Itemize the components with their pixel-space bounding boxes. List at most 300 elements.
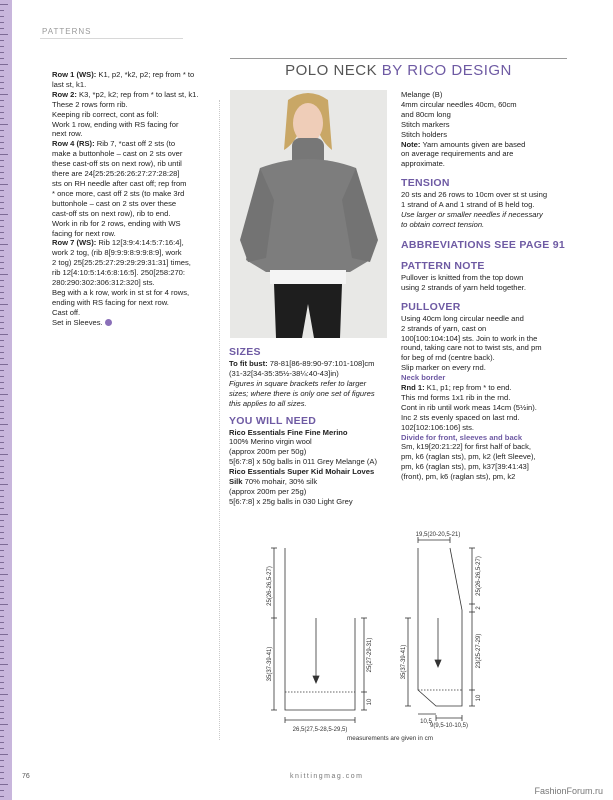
- title-divider: [230, 58, 567, 59]
- ruler-tick: [0, 574, 8, 575]
- ruler-tick: [0, 82, 4, 83]
- text-run: rib 12[4:10:5:14:6:8:16:5]. 250[258:270:: [52, 268, 185, 278]
- text-run: Slip marker on every rnd.: [401, 363, 486, 373]
- ruler-tick: [0, 202, 4, 203]
- text-line: [401, 353, 571, 363]
- text-line: [401, 472, 571, 482]
- text-line: [52, 298, 217, 308]
- text-line: [401, 90, 571, 100]
- text-run: on average requirements and are: [401, 149, 514, 159]
- text-line: [229, 497, 389, 507]
- text-run: Cont in rib until work meas 14cm (5½in).: [401, 402, 537, 412]
- text-line: [401, 283, 571, 293]
- website-url[interactable]: knittingmag.com: [290, 773, 364, 780]
- text-run: 78-81[86-89:90-97:101-108]cm: [269, 359, 375, 368]
- ruler-tick: [0, 52, 4, 53]
- text-line: [52, 149, 217, 159]
- ruler-tick: [0, 16, 4, 17]
- ruler-tick: [0, 790, 4, 791]
- text-run: to obtain correct tension.: [401, 219, 485, 229]
- text-run: approximate.: [401, 159, 445, 169]
- text-run: (front), pm, k6 (raglan sts), pm, k2: [401, 472, 516, 482]
- ruler-tick: [0, 658, 4, 659]
- ruler-tick: [0, 508, 4, 509]
- ruler-tick: [0, 334, 8, 335]
- sleeve-upper-label: 25(26-26,5-27): [476, 556, 482, 596]
- neck-border-text: [401, 383, 571, 433]
- text-run: pm, k6 (raglan sts), pm, k37[39:41:43]: [401, 462, 529, 472]
- ruler-tick: [0, 448, 4, 449]
- text-run: Melange (B): [401, 90, 443, 99]
- tension-heading: TENSION: [401, 177, 450, 190]
- ruler-tick: [0, 688, 4, 689]
- ruler-tick: [0, 568, 4, 569]
- ruler-tick: [0, 46, 4, 47]
- text-line: [401, 200, 571, 210]
- ruler-tick: [0, 196, 4, 197]
- ruler-tick: [0, 502, 4, 503]
- ruler-tick: [0, 94, 8, 95]
- body-rib-label: 10: [367, 698, 373, 706]
- ruler-tick: [0, 10, 4, 11]
- text-run: Rib 7, *cast off 2 sts (to: [96, 139, 176, 149]
- text-line: [229, 437, 389, 447]
- text-line: [229, 477, 389, 487]
- text-line: [401, 149, 571, 159]
- text-line: [401, 190, 571, 200]
- text-run: Rico Essentials Super Kid Mohair Loves: [229, 467, 375, 477]
- ruler-tick: [0, 310, 4, 311]
- sleeve-rib-label: 10: [476, 694, 482, 702]
- text-run: Stitch holders: [401, 129, 448, 139]
- ruler-tick: [0, 664, 8, 665]
- text-run: there are 24[25:25:26:26:27:27:28:28]: [52, 169, 180, 179]
- ruler-tick: [0, 34, 8, 35]
- text-line: [52, 199, 217, 209]
- ruler-tick: [0, 352, 4, 353]
- ruler-tick: [0, 244, 8, 245]
- text-line: [52, 70, 217, 80]
- ruler-tick: [0, 676, 4, 677]
- text-run: 2 tog) 25[25:25:27:29:29:29:31:31] times,: [52, 258, 191, 268]
- ruler-tick: [0, 106, 4, 107]
- ruler-tick: [0, 292, 4, 293]
- text-line: [52, 169, 217, 179]
- text-line: [52, 318, 217, 328]
- sleeve-raglan-label: 2: [476, 606, 482, 610]
- text-run: 5[6:7:8] x 50g balls in 011 Grey Melange (A): [229, 457, 378, 467]
- ruler-tick: [0, 454, 8, 455]
- text-line: [229, 428, 389, 438]
- text-run: K1, p2, *k2, p2; rep from * to: [98, 70, 195, 79]
- text-line: [401, 100, 571, 110]
- ruler-tick: [0, 184, 8, 185]
- text-run: Pullover is knitted from the top down: [401, 272, 524, 282]
- ruler-tick: [0, 430, 4, 431]
- text-run: 2 strands of yarn, cast on: [401, 323, 487, 333]
- text-run: Set in Sleeves.: [52, 317, 103, 327]
- ruler-tick: [0, 214, 8, 215]
- text-run: 1 strand of A and 1 strand of B held tog.: [401, 200, 535, 210]
- tension-text: [401, 190, 571, 230]
- text-run: buttonhole – cast on 2 sts over these: [52, 198, 177, 208]
- text-line: [229, 359, 389, 369]
- text-line: [401, 140, 571, 150]
- ruler-tick: [0, 160, 4, 161]
- text-run: Inc 2 sts evenly spaced on last rnd.: [401, 412, 520, 422]
- text-line: [401, 120, 571, 130]
- text-run: using 2 strands of yarn held together.: [401, 282, 526, 292]
- ruler-tick: [0, 622, 4, 623]
- body-length-lower-label: 35(37-39-41): [267, 646, 273, 682]
- ruler-tick: [0, 772, 4, 773]
- ruler-tick: [0, 280, 4, 281]
- section-label: PATTERNS: [42, 27, 92, 36]
- ruler-tick: [0, 670, 4, 671]
- text-run: Row 7 (WS):: [52, 238, 99, 248]
- you-will-need-text: [229, 428, 389, 507]
- text-line: [401, 462, 571, 472]
- text-line: [52, 268, 217, 278]
- text-run: Beg with a k row, work in st st for 4 rows,: [52, 287, 190, 297]
- text-run: Stitch markers: [401, 119, 450, 129]
- ruler-tick: [0, 370, 4, 371]
- pattern-title: [230, 62, 567, 79]
- ruler-tick: [0, 742, 4, 743]
- ruler-tick: [0, 796, 4, 797]
- text-line: [229, 467, 389, 477]
- text-line: [401, 314, 571, 324]
- ruler-tick: [0, 298, 4, 299]
- text-line: [52, 179, 217, 189]
- sleeve-top-width-label: 19,5(20-20,5-21): [415, 532, 461, 538]
- neck-border-heading: Neck border: [401, 373, 446, 383]
- ruler-tick: [0, 778, 4, 779]
- ruler-tick: [0, 4, 8, 5]
- text-line: [229, 487, 389, 497]
- materials-continued: [401, 90, 571, 169]
- ruler-tick: [0, 58, 4, 59]
- text-run: Keeping rib correct, cont as foll:: [52, 109, 159, 119]
- ruler-tick: [0, 436, 4, 437]
- ruler-tick: [0, 424, 8, 425]
- text-line: [52, 100, 217, 110]
- text-run: Row 2:: [52, 89, 80, 99]
- text-line: [401, 130, 571, 140]
- text-line: [229, 457, 389, 467]
- ruler-tick: [0, 730, 4, 731]
- ruler-tick: [0, 274, 8, 275]
- ruler-tick: [0, 556, 4, 557]
- text-line: [401, 334, 571, 344]
- ruler-tick: [0, 472, 4, 473]
- ruler-tick: [0, 706, 4, 707]
- text-line: [401, 220, 571, 230]
- text-run: 102[102:106:106] sts.: [401, 422, 475, 432]
- text-line: [52, 159, 217, 169]
- abbreviations-heading: ABBREVIATIONS SEE PAGE 91: [401, 238, 566, 251]
- text-run: Cast off.: [52, 307, 81, 317]
- ruler-tick: [0, 148, 4, 149]
- text-run: 70% mohair, 30% silk: [244, 477, 318, 487]
- text-run: This rnd forms 1x1 rib in the rnd.: [401, 392, 511, 402]
- ruler-tick: [0, 130, 4, 131]
- ruler-tick: [0, 328, 4, 329]
- text-run: work 2 tog, (rib 8[9:9:9:8:9:9:8:9], work: [52, 248, 182, 258]
- text-line: [52, 248, 217, 258]
- ruler-tick: [0, 634, 8, 635]
- text-run: Yarn amounts given are based: [422, 139, 526, 149]
- ruler-tick: [0, 412, 4, 413]
- header-divider: [40, 38, 183, 39]
- diagram-caption: measurements are given in cm: [346, 735, 434, 742]
- ruler-tick: [0, 70, 4, 71]
- text-line: [52, 90, 217, 100]
- materials-column: [229, 346, 389, 507]
- ruler-tick: [0, 640, 4, 641]
- model-photo: [230, 90, 387, 338]
- sleeve-mid-label: 23(25-27-29): [476, 633, 482, 669]
- ruler-tick: [0, 232, 4, 233]
- text-line: [52, 308, 217, 318]
- text-line: [229, 447, 389, 457]
- ruler-tick: [0, 400, 4, 401]
- text-line: [52, 110, 217, 120]
- watermark: FashionForum.ru: [534, 786, 603, 796]
- pattern-note-heading: PATTERN NOTE: [401, 259, 485, 272]
- ruler-tick: [0, 268, 4, 269]
- ruler-tick: [0, 760, 4, 761]
- ruler-tick: [0, 544, 8, 545]
- ruler-tick: [0, 250, 4, 251]
- yarn-ball-icon: [105, 319, 112, 326]
- ruler-tick: [0, 604, 8, 605]
- text-line: [401, 452, 571, 462]
- text-run: K3, *p2, k2; rep from * to last st, k1.: [79, 89, 199, 99]
- ruler-tick: [0, 700, 4, 701]
- text-run: Row 1 (WS):: [52, 70, 99, 79]
- sizes-text: [229, 359, 389, 409]
- ruler-tick: [0, 358, 4, 359]
- text-line: [401, 393, 571, 403]
- text-run: pm, k6 (raglan sts), pm, k2 (left Sleeve),: [401, 452, 536, 462]
- ruler-tick: [0, 652, 4, 653]
- ruler-tick: [0, 322, 4, 323]
- pullover-heading: PULLOVER: [401, 300, 461, 313]
- ruler-tick: [0, 484, 8, 485]
- ruler-tick: [0, 598, 4, 599]
- text-line: [401, 273, 571, 283]
- text-line: [401, 159, 571, 169]
- text-line: [401, 363, 571, 373]
- body-side-length-label: 25(27-29-31): [367, 637, 373, 673]
- ruler-tick: [0, 442, 4, 443]
- ruler-tick: [0, 178, 4, 179]
- ruler-tick: [0, 580, 4, 581]
- ruler-tick: [0, 118, 4, 119]
- text-line: [401, 442, 571, 452]
- text-line: [401, 383, 571, 393]
- text-line: [52, 209, 217, 219]
- text-run: facing for next row.: [52, 228, 116, 238]
- text-run: Rib 12[3:9:4:14:5:7:16:4],: [98, 238, 184, 248]
- ruler-tick: [0, 40, 4, 41]
- ruler-tick: [0, 736, 4, 737]
- instructions-column-right: [401, 90, 571, 482]
- text-run: Work 1 row, ending with RS facing for: [52, 119, 179, 129]
- text-run: these cast-off sts on next row), rib until: [52, 159, 182, 169]
- text-run: Silk: [229, 477, 245, 487]
- text-run: Rico Essentials Fine Fine Merino: [229, 427, 348, 437]
- ruler-tick: [0, 646, 4, 647]
- text-run: 100% Merino virgin wool: [229, 437, 312, 447]
- ruler-tick: [0, 406, 4, 407]
- ruler-tick: [0, 76, 4, 77]
- ruler-tick: [0, 208, 4, 209]
- text-run: and 80cm long: [401, 109, 451, 119]
- text-run: ending with RS facing for next row.: [52, 297, 169, 307]
- text-line: [401, 110, 571, 120]
- ruler-tick: [0, 364, 8, 365]
- ruler-tick: [0, 142, 4, 143]
- text-run: Rnd 1:: [401, 383, 427, 393]
- text-line: [229, 369, 389, 379]
- text-run: Row 4 (RS):: [52, 139, 97, 149]
- column-divider: [219, 100, 221, 740]
- text-run: 20 sts and 26 rows to 10cm over st st using: [401, 190, 548, 200]
- text-run: (approx 200m per 50g): [229, 447, 307, 457]
- ruler-tick: [0, 610, 4, 611]
- text-line: [229, 399, 389, 409]
- ruler-tick: [0, 628, 4, 629]
- ruler-tick: [0, 478, 4, 479]
- ruler-tick: [0, 460, 4, 461]
- ruler-tick: [0, 466, 4, 467]
- text-run: Note:: [401, 139, 423, 149]
- ruler-tick: [0, 166, 4, 167]
- ruler-tick: [0, 418, 4, 419]
- text-line: [229, 379, 389, 389]
- ruler-tick: [0, 754, 8, 755]
- ruler-tick: [0, 100, 4, 101]
- text-run: Work in rib for 2 rows, ending with WS: [52, 218, 181, 228]
- ruler-tick: [0, 394, 8, 395]
- body-outline: [285, 548, 355, 710]
- text-run: (31-32[34-35:35½-38¼:40-43]in): [229, 368, 339, 378]
- ruler-tick: [0, 766, 4, 767]
- divide-text: [401, 442, 571, 482]
- text-run: Use larger or smaller needles if necessary: [401, 210, 543, 220]
- ruler-tick: [0, 724, 8, 725]
- left-instructions: [52, 70, 217, 328]
- text-run: To fit bust:: [229, 359, 270, 368]
- text-run: sts on RH needle after cast off; rep from: [52, 178, 187, 188]
- ruler-tick: [0, 382, 4, 383]
- sleeve-cuff-label: 10,5: [420, 719, 432, 725]
- text-run: (approx 200m per 25g): [229, 486, 307, 496]
- ruler-tick: [0, 238, 4, 239]
- ruler-tick: [0, 64, 8, 65]
- text-run: this applies to all sizes.: [229, 398, 307, 408]
- divide-heading: Divide for front, sleeves and back: [401, 432, 523, 442]
- ruler-tick: [0, 28, 4, 29]
- text-run: 100[100:104:104] sts. Join to work in the: [401, 333, 538, 343]
- ruler-tick: [0, 220, 4, 221]
- text-run: K1, p1; rep from * to end.: [426, 383, 512, 393]
- text-line: [401, 343, 571, 353]
- text-run: round, taking care not to twist sts, and pm: [401, 343, 542, 353]
- ruler-tick: [0, 592, 4, 593]
- ruler-tick: [0, 490, 4, 491]
- pattern-note-text: [401, 273, 571, 293]
- text-line: [52, 129, 217, 139]
- text-line: [52, 229, 217, 239]
- ruler-tick: [0, 190, 4, 191]
- text-line: [401, 413, 571, 423]
- ruler-tick: [0, 496, 4, 497]
- ruler-tick: [0, 616, 4, 617]
- pullover-text: [401, 314, 571, 373]
- ruler-tick: [0, 712, 4, 713]
- text-line: [401, 210, 571, 220]
- ruler-tick: [0, 346, 4, 347]
- ruler-tick: [0, 694, 8, 695]
- ruler-tick: [0, 172, 4, 173]
- text-line: [229, 389, 389, 399]
- text-line: [401, 423, 571, 433]
- text-line: [52, 80, 217, 90]
- text-run: last st, k1.: [52, 79, 87, 89]
- sizes-heading: SIZES: [229, 346, 261, 358]
- sleeve-outline: [418, 548, 462, 706]
- text-line: [52, 238, 217, 248]
- ruler-tick: [0, 262, 4, 263]
- body-length-upper-label: 25(26-26,5-27): [267, 566, 273, 606]
- ruler-tick: [0, 124, 8, 125]
- ruler-tick: [0, 316, 4, 317]
- ruler-tick: [0, 226, 4, 227]
- text-run: 280:290:302:306:312:320] sts.: [52, 278, 155, 288]
- ruler-tick: [0, 22, 4, 23]
- text-run: cast-off sts on next row), rib to end.: [52, 208, 171, 218]
- text-run: These 2 rows form rib.: [52, 99, 128, 109]
- ruler-tick: [0, 88, 4, 89]
- ruler-tick: [0, 526, 4, 527]
- ruler-tick: [0, 388, 4, 389]
- model-photo-illustration: [230, 90, 387, 338]
- text-line: [401, 403, 571, 413]
- ruler-tick: [0, 562, 4, 563]
- ruler-tick: [0, 532, 4, 533]
- you-will-need-heading: YOU WILL NEED: [229, 414, 317, 427]
- ruler-tick: [0, 340, 4, 341]
- ruler-tick: [0, 784, 8, 785]
- ruler-tick: [0, 520, 4, 521]
- ruler-tick: [0, 550, 4, 551]
- ruler-tick: [0, 376, 4, 377]
- measurement-schematic: [240, 528, 570, 743]
- body-width-label: 26,5(27,5-28,5-29,5): [292, 727, 348, 733]
- text-run: make a buttonhole – cast on 2 sts over: [52, 149, 183, 159]
- ruler-tick: [0, 514, 8, 515]
- text-line: [52, 219, 217, 229]
- ruler-tick: [0, 154, 8, 155]
- page-edge-ruler: [0, 0, 12, 800]
- text-line: [52, 258, 217, 268]
- ruler-tick: [0, 256, 4, 257]
- ruler-tick: [0, 538, 4, 539]
- text-run: sizes; where there is only one set of figures: [229, 388, 375, 398]
